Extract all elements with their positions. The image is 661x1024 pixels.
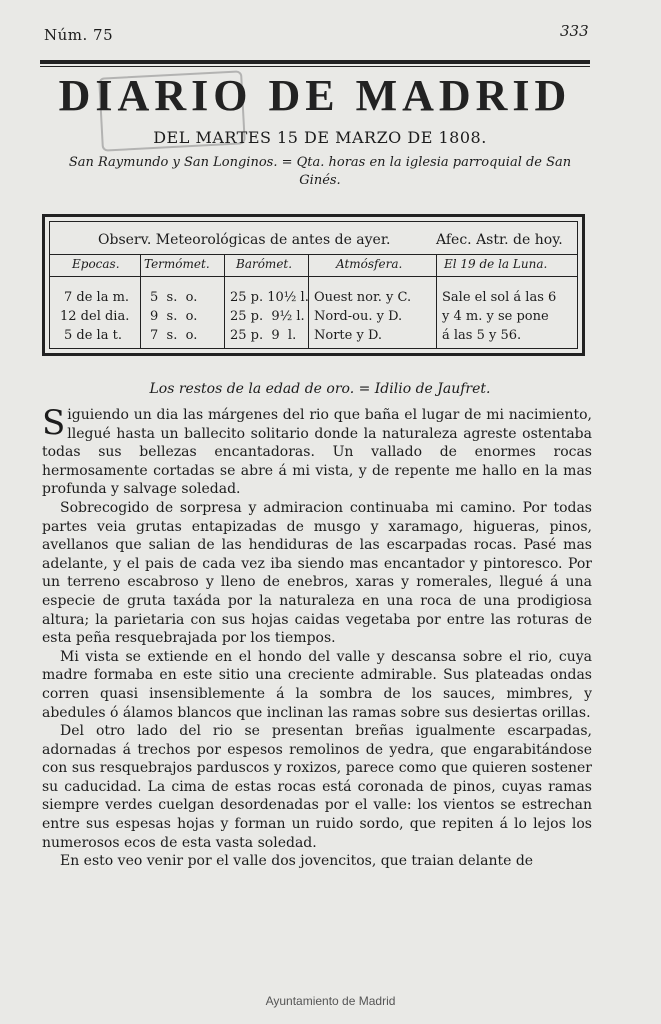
row-barometro: 25 p. 9½ l. — [230, 309, 305, 324]
column-divider — [436, 254, 437, 348]
col-header-luna: El 19 de la Luna. — [444, 257, 548, 271]
weather-title: Observ. Meteorológicas de antes de ayer. — [98, 232, 391, 248]
article-title: Los restos de la edad de oro. = Idilio de Jaufret. — [149, 381, 491, 397]
paragraph-text: iguiendo un dia las márgenes del rio que baña el lugar de mi nacimiento, llegué hasta un ballecito solitario donde la naturaleza agreste ostentaba todas sus bellezas encantadoras. Un vallado de enormes rocas hermosamente cortadas se abre á mi vista, y de repente me hallo en la mas profunda y salvage soledad. — [42, 407, 592, 498]
article-paragraph — [42, 403, 592, 499]
top-rule-thin — [40, 66, 590, 67]
row-atmosfera: Nord-ou. y D. — [314, 309, 403, 324]
col-header-termometro: Termómet. — [144, 257, 210, 271]
row-termometro: 7 s. o. — [150, 328, 198, 343]
column-divider — [224, 254, 225, 348]
date-line: DEL MARTES 15 DE MARZO DE 1808. — [153, 128, 487, 147]
column-divider — [140, 254, 141, 348]
row-termometro: 9 s. o. — [150, 309, 198, 324]
weather-table-inner — [49, 221, 578, 349]
row-epoca: 12 del dia. — [60, 309, 130, 324]
astro-title: Afec. Astr. de hoy. — [436, 232, 563, 248]
col-header-barometro: Barómet. — [236, 257, 293, 271]
row-barometro: 25 p. 9 l. — [230, 328, 297, 343]
article-paragraph: En esto veo venir por el valle dos jovencitos, que traian delante de — [60, 853, 534, 870]
article-paragraph: Mi vista se extiende en el hondo del valle y descansa sobre el rio, cuya madre formaba en este sitio una creciente admirable. Sus plateadas ondas corren quasi insensiblemente á la sombra de los sauces, mimbres, y abedules ó álamos blancos que inclinan las ramas sobre sus desiertas orillas. — [42, 648, 592, 721]
row-barometro: 25 p. 10½ l. — [230, 290, 309, 305]
article-paragraph: Del otro lado del rio se presentan breñas igualmente escarpadas, adornadas á trechos por espesos remolinos de yedra, que engarabitándose con sus resquebrajos parduscos y roxizos, parece como que quieren sostener su caducidad. La cima de estas rocas está coronada de pinos, cuyas ramas siempre verdes cuelgan desordenadas por el valle: los vientos se estrechan entre sus espesas hojas y forman un ruido sordo, que repiten á lo lejos los numerosos ecos de esta vasta soledad. — [42, 723, 592, 851]
archive-credit: Ayuntamiento de Madrid — [265, 994, 396, 1008]
masthead-title: DIARIO DE MADRID — [58, 71, 572, 120]
row-termometro: 5 s. o. — [150, 290, 198, 305]
drop-cap: S — [42, 403, 66, 443]
weather-columns-rule — [50, 276, 577, 277]
article-paragraph: Sobrecogido de sorpresa y admiracion continuaba mi camino. Por todas partes veia grutas entapizadas de musgo y xaramago, higueras, pinos, avellanos que salian de las hendiduras de las escarpadas rocas. Pasé mas adelante, y el pais de cada vez iba siendo mas encantador y pintoresco. Por un terreno escabroso y lleno de enebros, xaras y romerales, llegué á una especie de gruta taxáda por la naturaleza en una roca de una prodigiosa altura; la parietaria con sus hojas caidas vegetaba por entre las roturas de esta peña resquebrajada por los tiempos. — [42, 499, 592, 647]
row-epoca: 7 de la m. — [64, 290, 130, 305]
article-body — [42, 403, 592, 871]
col-header-atmosfera: Atmósfera. — [336, 257, 403, 271]
saints-line: San Raymundo y San Longinos. = Qta. horas en la iglesia parroquial de San Ginés. — [68, 155, 572, 188]
weather-table — [42, 214, 585, 356]
weather-header-rule — [50, 254, 577, 255]
row-atmosfera: Ouest nor. y C. — [314, 290, 412, 305]
top-rule — [40, 60, 590, 64]
luna-text: Sale el sol á las 6 y 4 m. y se pone á las 5 y 56. — [442, 290, 557, 343]
row-atmosfera: Norte y D. — [314, 328, 383, 343]
row-epoca: 5 de la t. — [64, 328, 122, 343]
col-header-epocas: Epocas. — [72, 257, 120, 271]
issue-number: Núm. 75 — [44, 26, 114, 44]
page-number: 333 — [560, 22, 589, 40]
